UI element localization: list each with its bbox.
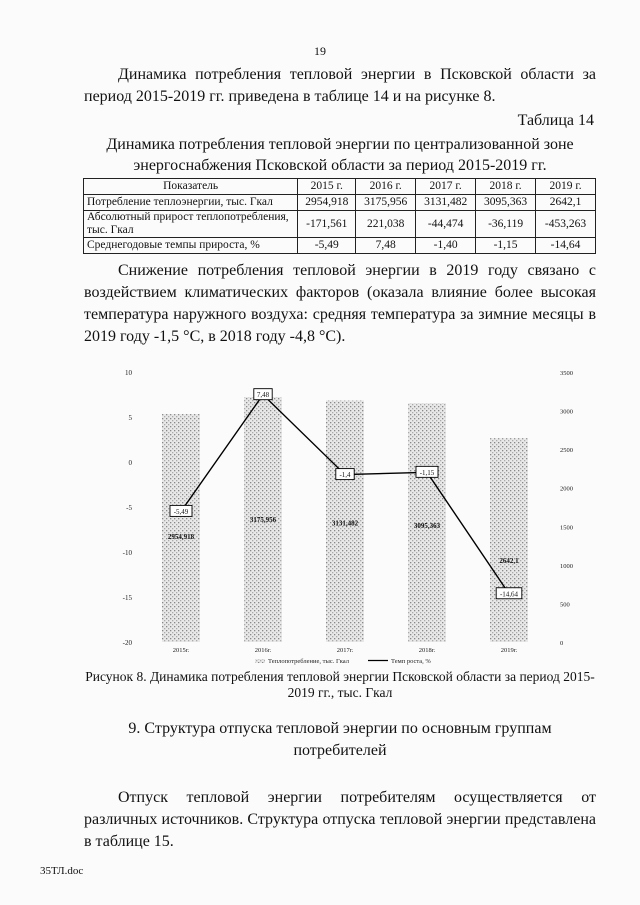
left-axis-tick-label: -5 bbox=[126, 504, 132, 512]
table-cell: -14,64 bbox=[536, 238, 596, 254]
category-tick-label: 2017г. bbox=[336, 647, 354, 654]
table-header-cell: 2019 г. bbox=[536, 179, 596, 195]
category-tick-label: 2016г. bbox=[254, 647, 272, 654]
line-data-label: -1,15 bbox=[419, 468, 435, 477]
footer-filename: 35ТЛ.doc bbox=[40, 865, 84, 877]
table-header-cell: Показатель bbox=[84, 179, 298, 195]
bar-data-label: 2642,1 bbox=[499, 557, 519, 566]
bar bbox=[490, 438, 528, 642]
intro-paragraph: Динамика потребления тепловой энергии в Псковской области за период 2015-2019 гг. приведена в таблице 14 и на рисунке 8. bbox=[84, 66, 596, 105]
left-axis-tick-label: -15 bbox=[122, 594, 132, 602]
consumption-table bbox=[83, 178, 596, 254]
legend-label: Темп роста, % bbox=[391, 658, 431, 665]
table-cell: 3175,956 bbox=[356, 195, 416, 211]
left-axis-tick-label: -20 bbox=[122, 639, 132, 647]
left-axis bbox=[123, 369, 133, 647]
table-header-cell: 2016 г. bbox=[356, 179, 416, 195]
table-row bbox=[84, 238, 596, 254]
table-cell: 3131,482 bbox=[416, 195, 476, 211]
table-cell: -44,474 bbox=[416, 211, 476, 238]
table-cell: 221,038 bbox=[356, 211, 416, 238]
figure-caption: Рисунок 8. Динамика потребления тепловой энергии Псковской области за период 2015-2019 гг., тыс. Гкал bbox=[85, 669, 595, 700]
page-number: 19 bbox=[314, 44, 326, 58]
table-cell: 2642,1 bbox=[536, 195, 596, 211]
right-axis-tick-label: 3500 bbox=[560, 370, 573, 377]
left-axis-tick-label: 10 bbox=[125, 369, 132, 377]
right-axis-tick-label: 1500 bbox=[560, 524, 573, 532]
table-header-cell: 2015 г. bbox=[298, 179, 356, 195]
line-data-label: 7,48 bbox=[256, 391, 270, 400]
supply-paragraph: Отпуск тепловой энергии потребителям осуществляется от различных источников. Структура отпуска тепловой энергии представлена в таблице 15. bbox=[84, 789, 596, 850]
row-label: Потребление теплоэнергии, тыс. Гкал bbox=[84, 195, 298, 211]
category-axis bbox=[173, 647, 518, 654]
right-axis-tick-label: 500 bbox=[560, 601, 570, 609]
right-axis-tick-label: 2000 bbox=[560, 485, 573, 493]
right-axis-tick-label: 0 bbox=[560, 640, 564, 647]
line-data-label: -1,4 bbox=[339, 471, 351, 480]
left-axis-tick-label: 0 bbox=[128, 459, 132, 467]
table-cell: -171,561 bbox=[298, 211, 356, 238]
right-axis bbox=[560, 370, 573, 647]
row-label: Среднегодовые темпы прироста, % bbox=[84, 238, 298, 254]
line-data-label: -14,64 bbox=[499, 590, 519, 599]
right-axis-tick-label: 2500 bbox=[560, 447, 573, 455]
bar-data-label: 3175,956 bbox=[249, 515, 277, 524]
category-tick-label: 2019г. bbox=[500, 647, 518, 654]
legend-swatch-bars bbox=[255, 659, 265, 663]
table-row bbox=[84, 195, 596, 211]
bar-data-label: 3131,482 bbox=[331, 519, 359, 528]
chart-legend bbox=[255, 658, 431, 665]
table-cell: 2954,918 bbox=[298, 195, 356, 211]
table-header-cell: 2017 г. bbox=[416, 179, 476, 195]
table-cell: -453,263 bbox=[536, 211, 596, 238]
row-label: Абсолютный прирост теплопотребления, тыс. Гкал bbox=[84, 211, 298, 238]
left-axis-tick-label: -10 bbox=[122, 549, 132, 557]
table-row bbox=[84, 211, 596, 238]
table-cell: -5,49 bbox=[298, 238, 356, 254]
left-axis-tick-label: 5 bbox=[128, 414, 132, 422]
category-tick-label: 2018г. bbox=[418, 647, 436, 654]
category-tick-label: 2015г. bbox=[172, 647, 190, 654]
right-axis-tick-label: 3000 bbox=[560, 408, 573, 416]
section-heading: 9. Структура отпуска тепловой энергии по основным группам потребителей bbox=[128, 720, 552, 759]
climate-paragraph: Снижение потребления тепловой энергии в 2019 году связано с воздействием климатических факторов (оказала влияние более высокая температура наружного воздуха: средняя температура за зимние месяцы в 2019 году -1,5 °С, в 2018 году -4,8 °С). bbox=[84, 262, 596, 345]
bar-data-label: 3095,363 bbox=[413, 522, 441, 531]
consumption-chart bbox=[110, 362, 573, 667]
table-cell: -36,119 bbox=[476, 211, 536, 238]
legend-label: Теплопотребление, тыс. Гкал bbox=[268, 658, 349, 665]
right-axis-tick-label: 1000 bbox=[560, 562, 573, 570]
table-cell: -1,40 bbox=[416, 238, 476, 254]
table-cell: -1,15 bbox=[476, 238, 536, 254]
table-caption: Динамика потребления тепловой энергии по централизованной зоне энергоснабжения Псковской области за период 2015-2019 гг. bbox=[106, 136, 574, 174]
table-header-row bbox=[84, 179, 596, 195]
table-label: Таблица 14 bbox=[517, 112, 594, 129]
table-cell: 7,48 bbox=[356, 238, 416, 254]
table-header-cell: 2018 г. bbox=[476, 179, 536, 195]
line-data-label: -5,49 bbox=[173, 507, 189, 516]
table-cell: 3095,363 bbox=[476, 195, 536, 211]
bar-data-label: 2954,918 bbox=[167, 533, 195, 542]
bar bbox=[162, 414, 200, 642]
